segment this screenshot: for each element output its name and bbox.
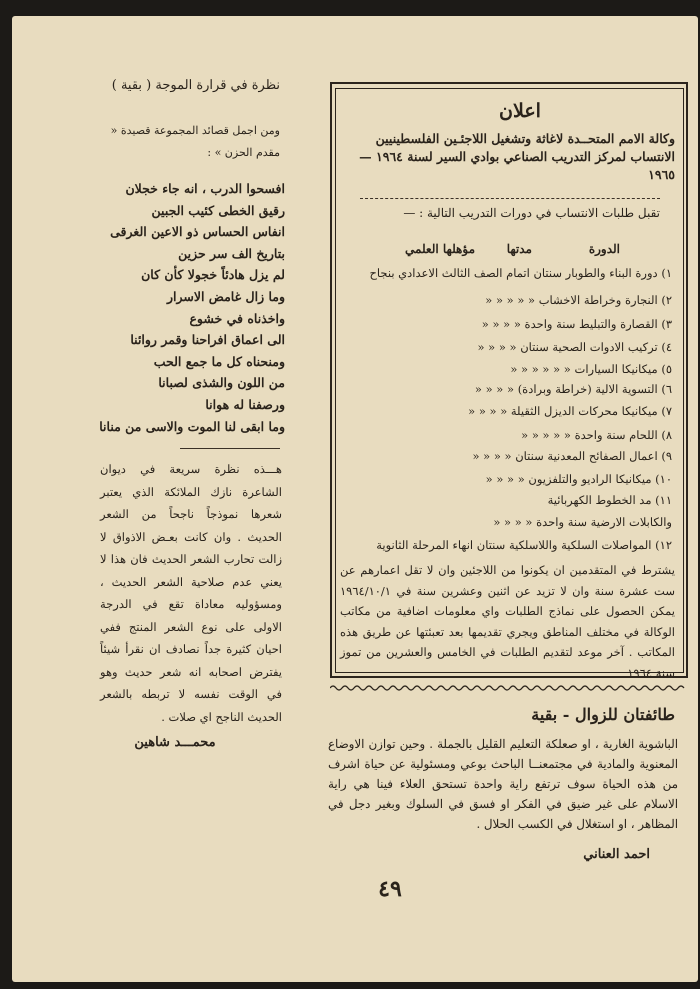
left-article-author: محمـــد شاهين — [134, 735, 216, 750]
poem-line: ورصفنا له هوانا — [205, 396, 285, 412]
poem-line: ومنحناه كل ما جمع الحب — [153, 353, 285, 369]
course-row: ١١) مد الخطوط الكهربائية — [547, 493, 672, 507]
column-header-duration: مدتها — [506, 242, 532, 256]
course-row: ٦) التسوية الالية (خراطة وبرادة) « « « « — [474, 382, 672, 396]
right-article-title: طائفتان للزوال - بقية — [531, 705, 675, 724]
column-header-course: الدورة — [588, 242, 620, 256]
column-header-qualification: مؤهلها العلمي — [405, 242, 475, 256]
poem-line: رقيق الخطى كئيب الجبين — [151, 202, 285, 218]
left-divider — [180, 448, 280, 449]
course-row: والكابلات الارضية سنة واحدة « « « « — [493, 515, 672, 529]
page-number: ٤٩ — [378, 876, 402, 902]
course-row: ٢) النجارة وخراطة الاخشاب « « « « « — [485, 293, 672, 307]
left-article-intro: ومن اجمل قصائد المجموعة قصيدة « مقدم الحزن » : — [110, 124, 280, 159]
course-row: ٨) اللحام سنة واحدة « « « « « — [521, 428, 672, 442]
announcement-org: وكالة الامم المتحــدة لاغاثة وتشغيل اللاجئـين الفلسطينيين الانتساب لمركز التدريب الصناعي بوادي السير لسنة ١٩٦٤ — ١٩٦٥ — [359, 131, 675, 182]
poem-line: الى اعماق افراحنا وقمر روائنا — [130, 332, 285, 348]
course-row: ٥) ميكانيكا السيارات « « « « « « — [510, 362, 672, 376]
course-row: ٧) ميكانيكا محركات الديزل الثقيلة « « « « — [468, 404, 672, 418]
announcement-dashed-rule — [360, 198, 660, 199]
right-article-body: الباشوية الغارية ، او صعلكة التعليم القليل بالجملة . وحين توازن الاوضاع المعنوية والمادية في مجتمعنــا الباحث بوعي ومسئولية عن حياة اشرف من هذه الحياة سوف ترتفع راية واحدة تستحق العلاء فينا هي راية الاسلام على غير ضيق في الفكر او فسق في السلوك وبغير دجل في المظاهر ، او استغلال في الكسب الحلال . — [328, 737, 678, 831]
poem-line: واخذناه في خشوع — [189, 310, 285, 326]
poem-line: لم يزل هادئاً خجولا كأن كان — [141, 267, 285, 283]
poem-line: انفاس الحساس ذو الاعين الغرقى — [110, 224, 285, 240]
course-row: ١٢) المواصلات السلكية واللاسلكية سنتان انهاء المرحلة الثانوية — [376, 538, 672, 552]
course-row: ٩) اعمال الصفائح المعدنية سنتان « « « « — [472, 449, 672, 463]
poem-line: افسحوا الدرب ، انه جاء خجلان — [125, 181, 285, 196]
poem-line: وما زال غامض الاسرار — [166, 288, 285, 304]
course-row: ٤) تركيب الادوات الصحية سنتان « « « « — [477, 340, 672, 354]
announcement-title: اعلان — [499, 100, 541, 122]
announcement-conditions: يشترط في المتقدمين ان يكونوا من اللاجئين وان لا تقل اعمارهم عن ست عشرة سنة وان لا تزيد عن اثنين وعشرين سنة في ١٩٦٤/١٠/١ يمكن الحصول على نماذج الطلبات واي معلومات اضافية من مكاتب الوكالة في مختلف المناطق ويجري تقديمها بعد تعبئتها عن طريق هذه المكاتب . آخر موعد لتقديم الطلبات في الخامس والعشرين من تموز سنة ١٩٦٤ — [340, 563, 675, 680]
left-article-body: هـــذه نظرة سريعة في ديوان الشاعرة نازك الملائكة الذي يعتبر شعرها نموذجاً ناجحاً من الشعر الحديث . وان كانت بعـض الاذواق لا زالت تحارب الشعر الحديث فان هذا لا يعني عدم صلاحية الشعر الحديث ، ومسؤوليه معاداة تقع في الدرجة الاولى على نوع الشعر المنتج ففي احيان كثيرة جداً نصادف ان نقرأ شيئاً يفترض اصحابه انه شعر حديث وهو في الوقت نفسه لا تربطه بالشعر الحديث الناجح اي صلات . — [100, 462, 282, 724]
left-article-title: نظرة في قرارة الموجة ( بقية ) — [111, 78, 280, 93]
course-row: ٣) القصارة والتبليط سنة واحدة « « « « — [481, 317, 672, 331]
poem-line: وما ابقى لنا الموت والاسى من منانا — [99, 418, 285, 434]
poem-block — [95, 178, 285, 437]
poem-line: بتاريخ الف سر حزين — [178, 245, 285, 261]
course-row: ١) دورة البناء والطوبار سنتان اتمام الصف الثالث الاعدادي بنجاح — [369, 266, 672, 280]
announcement-accept-text: تقبل طلبات الانتساب في دورات التدريب التالية : — — [403, 206, 660, 220]
course-row: ١٠) ميكانيكا الراديو والتلفزيون « « « « — [485, 472, 672, 486]
wavy-divider — [330, 683, 686, 693]
right-article-author: احمد العناني — [583, 847, 650, 862]
poem-line: من اللون والشذى لصبانا — [158, 375, 285, 391]
